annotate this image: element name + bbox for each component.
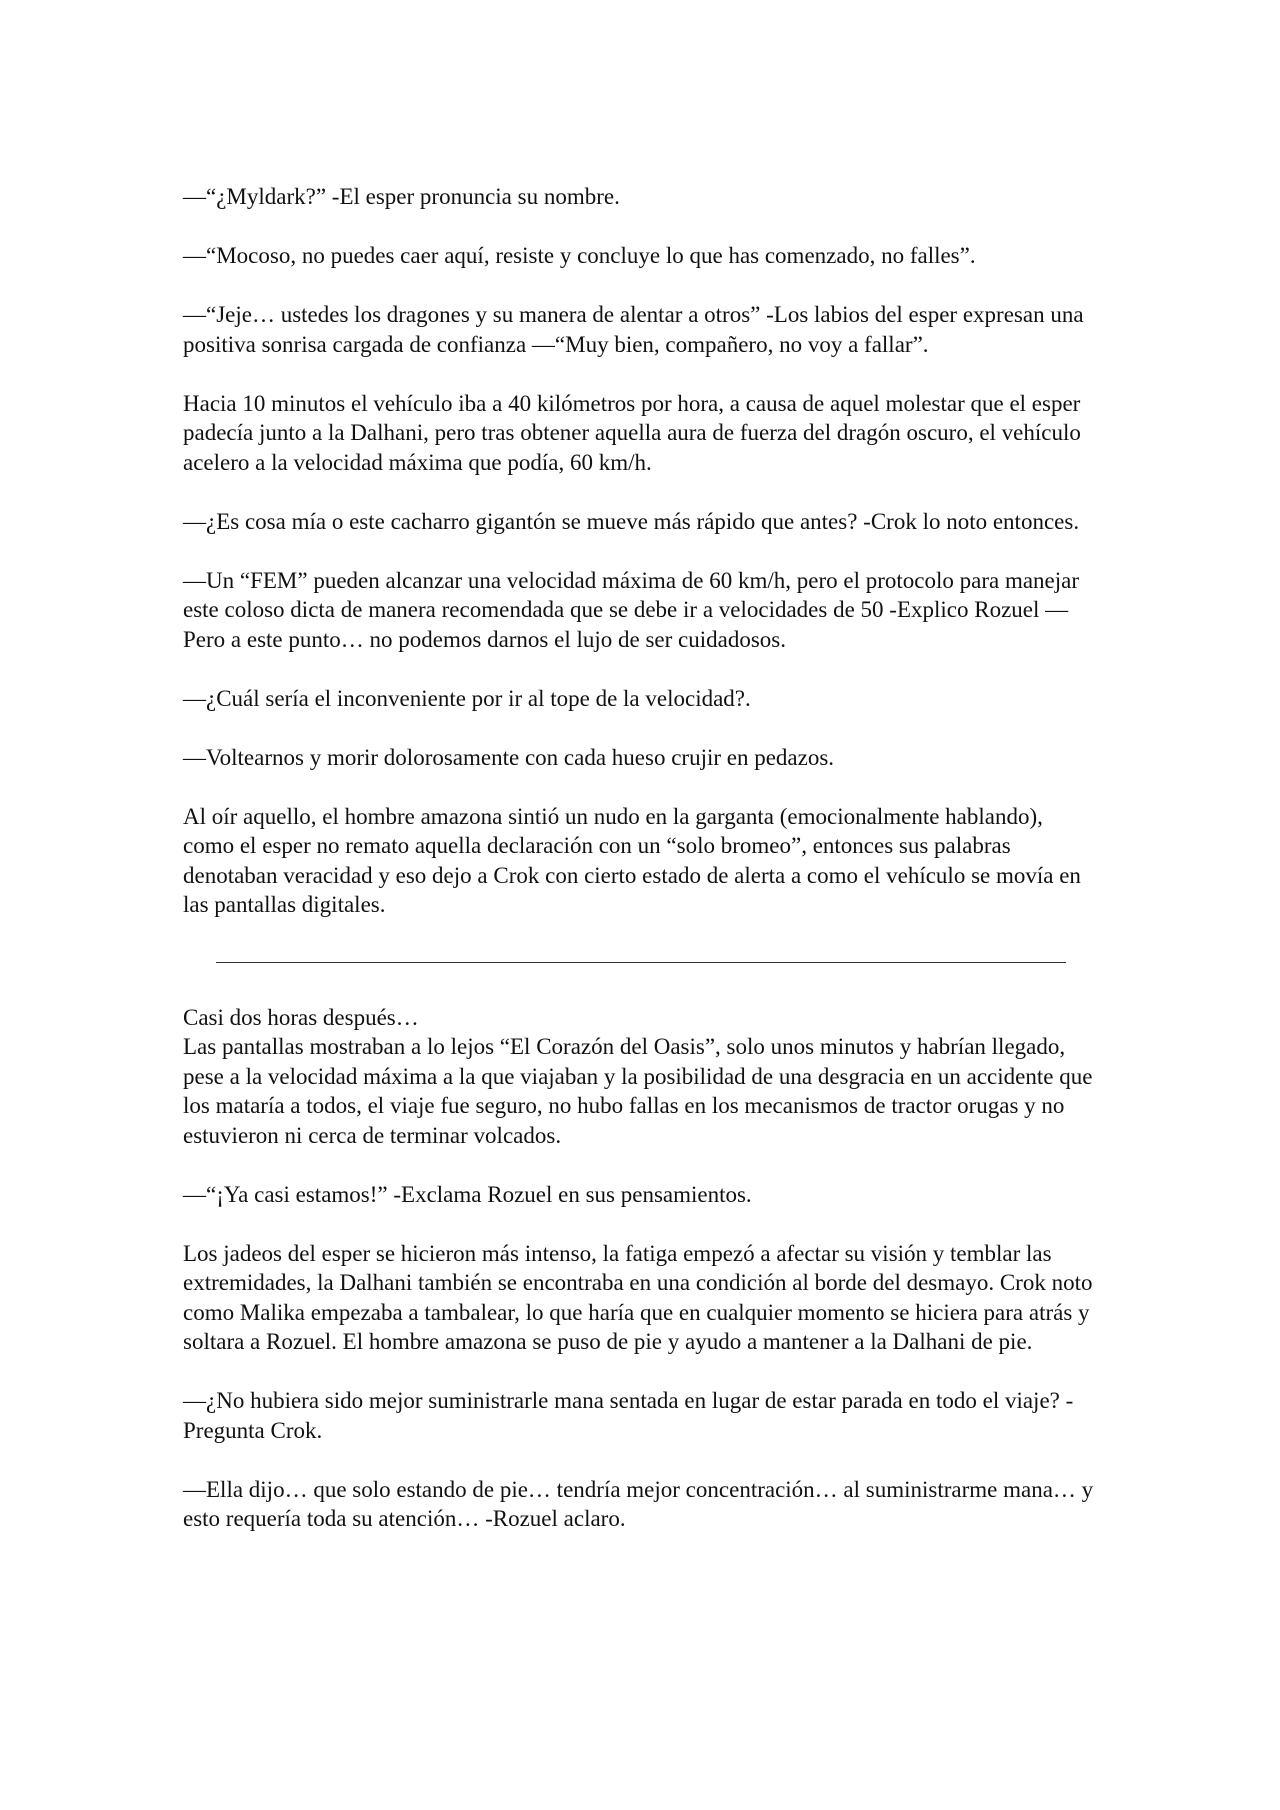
paragraph: —“¡Ya casi estamos!” -Exclama Rozuel en sus pensamientos. [183,1181,752,1207]
paragraph: —“¿Myldark?” -El esper pronuncia su nombre. [183,184,620,209]
paragraph: Al oír aquello, el hombre amazona sintió un nudo en la garganta (emocionalmente hablando), como el esper no remato aquella declaración con un “solo bromeo”, entonces sus palabras denotaban veracidad y eso dejo a Crok con cierto estado de alerta a como el vehículo se movía en las pantallas digitales. [183,803,1081,917]
paragraph: Hacia 10 minutos el vehículo iba a 40 kilómetros por hora, a causa de aquel molestar que el esper padecía junto a la Dalhani, pero tras obtener aquella aura de fuerza del dragón oscuro, el vehículo acelero a la velocidad máxima que podía, 60 km/h. [183,390,1081,475]
paragraph: —Voltearnos y morir dolorosamente con cada hueso crujir en pedazos. [183,744,835,770]
paragraph: —¿Es cosa mía o este cacharro gigantón se mueve más rápido que antes? -Crok lo noto entonces. [183,508,1080,534]
time-skip-heading: Casi dos horas después… [183,1004,419,1030]
paragraph: —¿No hubiera sido mejor suministrarle mana sentada en lugar de estar parada en todo el viaje? -Pregunta Crok. [183,1388,1074,1443]
section-divider [216,962,1066,963]
paragraph: —“Mocoso, no puedes caer aquí, resiste y concluye lo que has comenzado, no falles”. [183,243,976,268]
paragraph: Los jadeos del esper se hicieron más intenso, la fatiga empezó a afectar su visión y temblar las extremidades, la Dalhani también se encontraba en una condición al borde del desmayo. Crok noto como Malika empezaba a tambalear, lo que haría que en cualquier momento se hiciera para atrás y soltara a Rozuel. El hombre amazona se puso de pie y ayudo a mantener a la Dalhani de pie. [183,1240,1093,1354]
paragraph: —¿Cuál sería el inconveniente por ir al tope de la velocidad?. [183,685,751,711]
paragraph: —Un “FEM” pueden alcanzar una velocidad máxima de 60 km/h, pero el protocolo para manejar este coloso dicta de manera recomendada que se debe ir a velocidades de 50 -Explico Rozuel —Pero a este punto… no podemos darnos el lujo de ser cuidadosos. [183,567,1080,652]
paragraph: Las pantallas mostraban a lo lejos “El Corazón del Oasis”, solo unos minutos y habrían llegado, pese a la velocidad máxima a la que viajaban y la posibilidad de una desgracia en un accidente que los mataría a todos, el viaje fue seguro, no hubo fallas en los mecanismos de tractor orugas y no estuvieron ni cerca de terminar volcados. [183,1034,1093,1148]
paragraph: —Ella dijo… que solo estando de pie… tendría mejor concentración… al suministrarme mana… y esto requería toda su atención… -Rozuel aclaro. [183,1476,1094,1531]
document-page [183,182,1098,1563]
paragraph: —“Jeje… ustedes los dragones y su manera de alentar a otros” -Los labios del esper expresan una positiva sonrisa cargada de confianza —“Muy bien, compañero, no voy a fallar”. [183,302,1084,357]
